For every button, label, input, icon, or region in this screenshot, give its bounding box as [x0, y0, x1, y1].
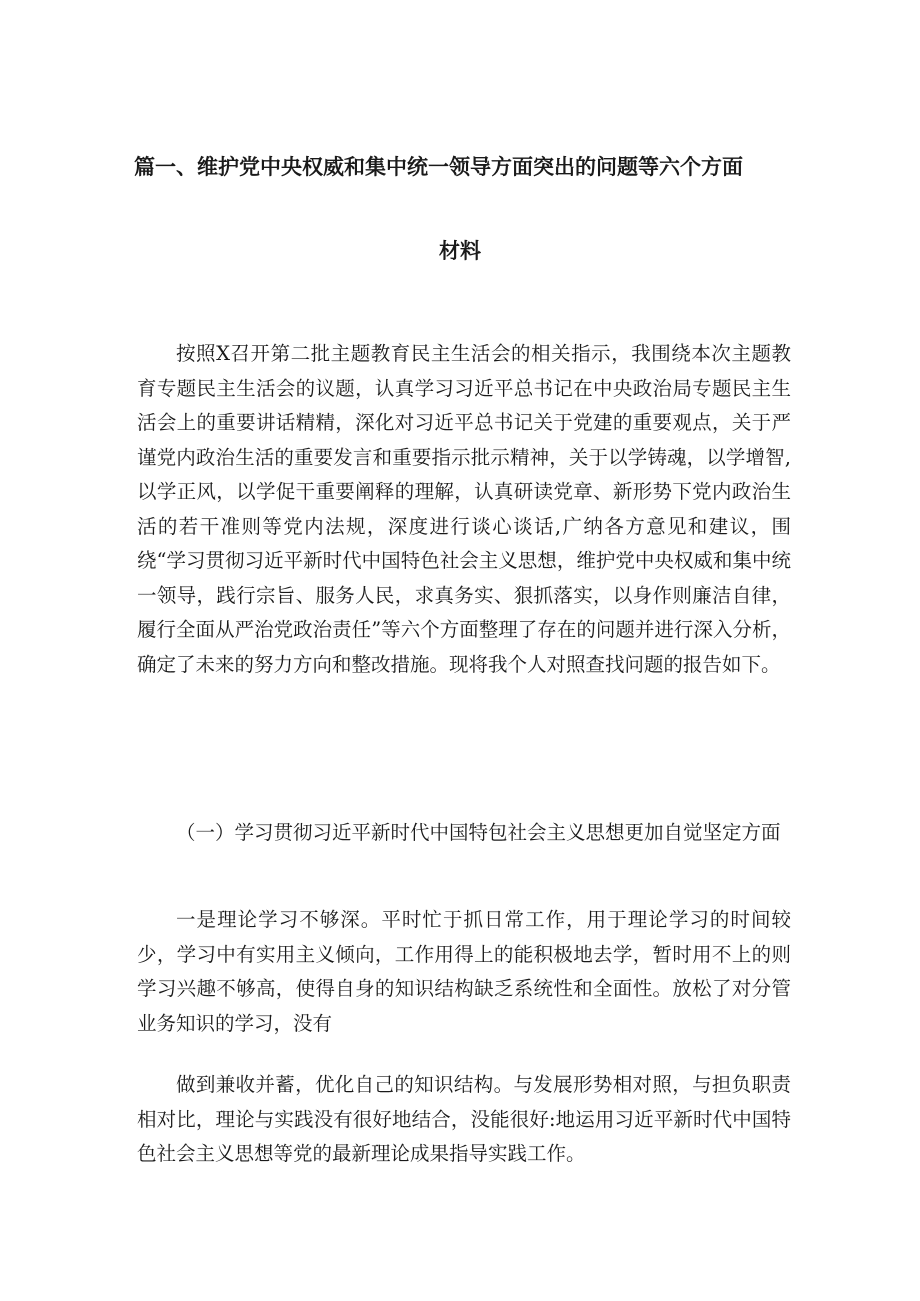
paragraph-intro: 按照X召开第二批主题教育民主生活会的相关指示，我围绕本次主题教育专题民主生活会的议题，认真学习习近平总书记在中央政治局专题民主生活会上的重要讲话精精，深化对习近平总书记关于党建的重要观点，关于严谨党内政治生活的重要发言和重要指示批示精神，关于以学铸魂，以学增智,以学正风，以学促干重要阐释的理解，认真研读党章、新形势下党内政治生活的若干准则等党内法规，深度进行谈心谈话,广纳各方意见和建议，围绕“学习贯彻习近平新时代中国特色社会主义思想，维护党中央权威和集中统一领导，践行宗旨、服务人民，求真务实、狠抓落实，以身作则廉洁自律，履行全面从严治党政治责任”等六个方面整理了存在的问题并进行深入分析，确定了未来的努力方向和整改措施。现将我个人对照查找问题的报告如下。: [137, 342, 791, 676]
document-title: 篇一、维护党中央权威和集中统一领导方面突出的问题等六个方面: [134, 155, 743, 179]
paragraph-continuation: 做到兼收并蓄，优化自己的知识结构。与发展形势相对照，与担负职责相对比，理论与实践没有很好地结合，没能很好:地运用习近平新时代中国特色社会主义思想等党的最新理论成果指导实践工作。: [137, 1073, 791, 1165]
paragraph-point-one: 一是理论学习不够深。平时忙于抓日常工作，用于理论学习的时间较少，学习中有实用主义倾向，工作用得上的能积极地去学，暂时用不上的则学习兴趣不够高，使得自身的知识结构缺乏系统性和全面性。放松了对分管业务知识的学习，没有: [137, 908, 791, 1035]
document-title-continuation: 材料: [439, 239, 481, 263]
section-heading: （一）学习贯彻习近平新时代中国特包社会主义思想更加自觉坚定方面: [176, 821, 781, 844]
